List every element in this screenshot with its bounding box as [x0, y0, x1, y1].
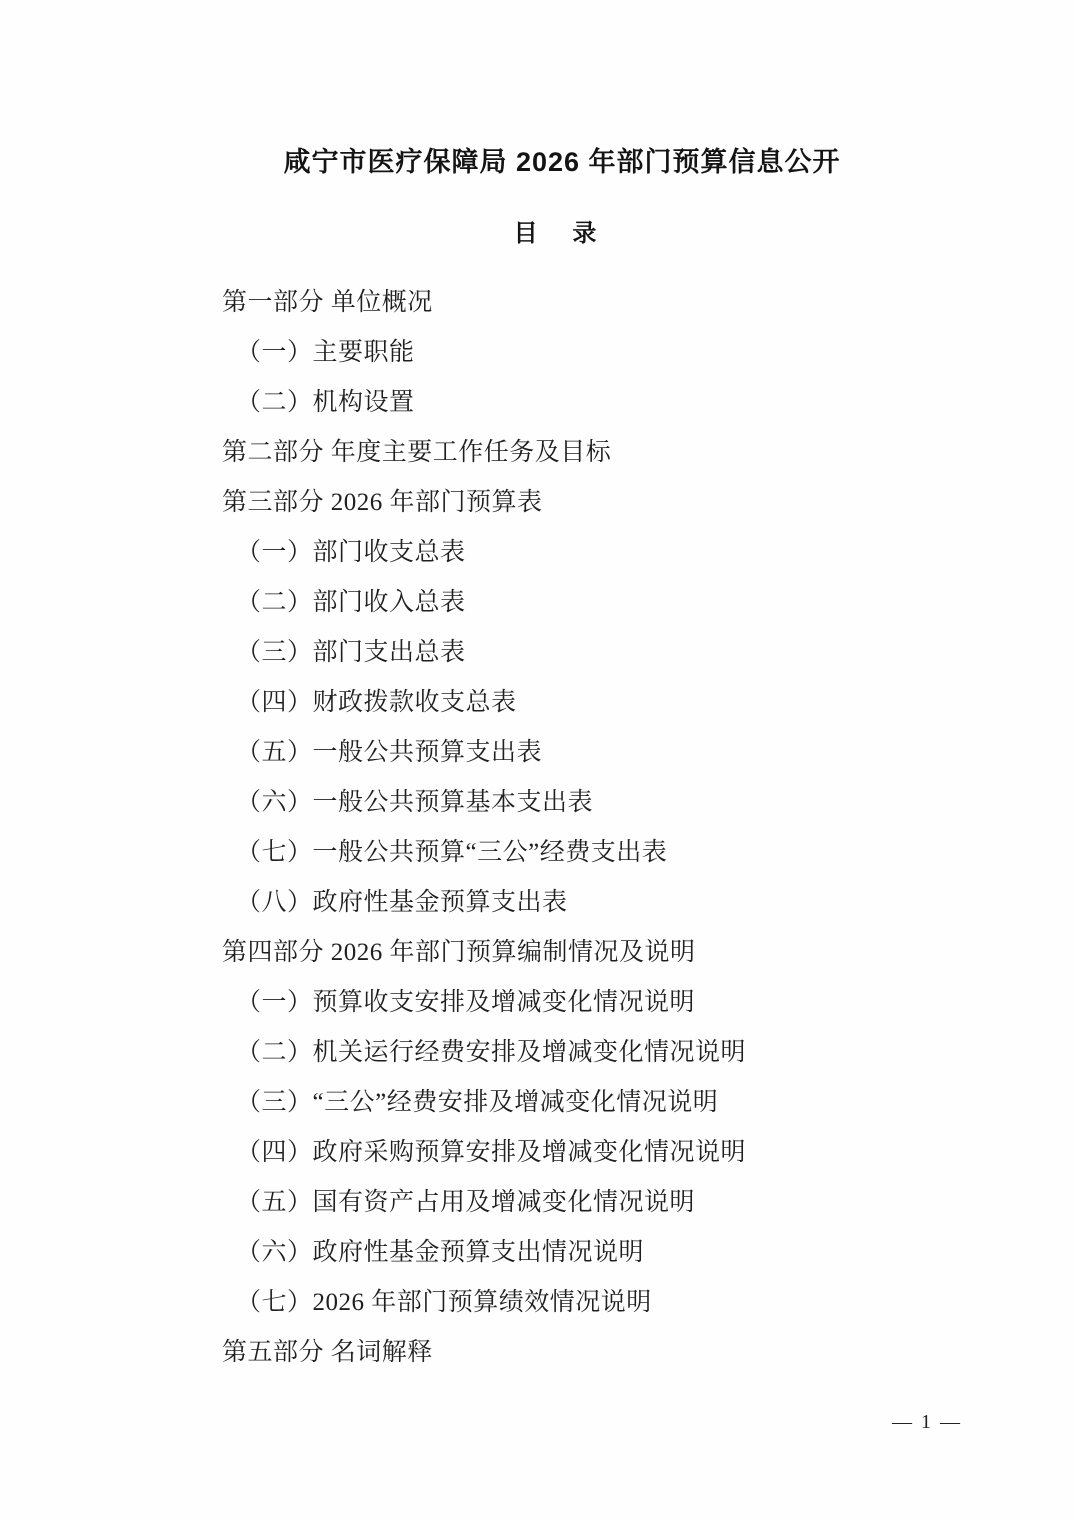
toc-entry[interactable]: 第五部分 名词解释: [222, 1339, 433, 1366]
toc-entry[interactable]: （五）一般公共预算支出表: [236, 739, 543, 766]
toc-entry[interactable]: （七）2026 年部门预算绩效情况说明: [236, 1289, 652, 1316]
toc-entry[interactable]: （五）国有资产占用及增减变化情况说明: [236, 1189, 696, 1216]
toc-entry[interactable]: （一）预算收支安排及增减变化情况说明: [236, 989, 696, 1016]
toc-entry[interactable]: （八）政府性基金预算支出表: [236, 889, 568, 916]
toc-entry[interactable]: 第一部分 单位概况: [222, 289, 433, 316]
toc-entry[interactable]: 第四部分 2026 年部门预算编制情况及说明: [222, 939, 696, 966]
toc-entry[interactable]: （六）政府性基金预算支出情况说明: [236, 1239, 645, 1266]
toc-entry[interactable]: （七）一般公共预算“三公”经费支出表: [236, 839, 668, 866]
toc-entry[interactable]: （六）一般公共预算基本支出表: [236, 789, 594, 816]
toc-entry[interactable]: （二）机构设置: [236, 389, 415, 416]
toc-entry[interactable]: （一）部门收支总表: [236, 539, 466, 566]
toc-entry[interactable]: （三）“三公”经费安排及增减变化情况说明: [236, 1089, 719, 1116]
toc-entry[interactable]: （四）财政拨款收支总表: [236, 689, 517, 716]
table-of-contents-heading: 目 录: [513, 220, 611, 247]
toc-entry[interactable]: （四）政府采购预算安排及增减变化情况说明: [236, 1139, 747, 1166]
page-content: [222, 0, 902, 1378]
page-number: — 1 —: [892, 1411, 962, 1433]
page-title: 咸宁市医疗保障局 2026 年部门预算信息公开: [283, 147, 841, 177]
toc-entry[interactable]: 第三部分 2026 年部门预算表: [222, 489, 543, 516]
toc-entry[interactable]: （三）部门支出总表: [236, 639, 466, 666]
toc-entry[interactable]: （二）机关运行经费安排及增减变化情况说明: [236, 1039, 747, 1066]
table-of-contents: [222, 278, 902, 1378]
toc-entry[interactable]: 第二部分 年度主要工作任务及目标: [222, 439, 612, 466]
toc-entry[interactable]: （一）主要职能: [236, 339, 415, 366]
toc-entry[interactable]: （二）部门收入总表: [236, 589, 466, 616]
